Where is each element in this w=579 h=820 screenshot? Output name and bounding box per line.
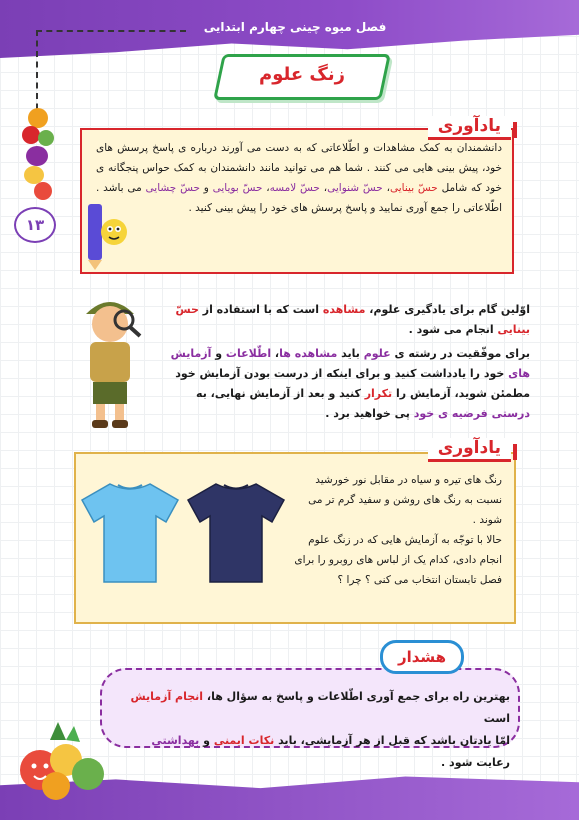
dark-shirt-icon xyxy=(186,480,286,585)
text-part: است که با استفاده از xyxy=(198,303,323,316)
conjunction: و xyxy=(199,734,214,747)
sense-touch: حسّ لامسه xyxy=(269,182,320,194)
reminder-1-text xyxy=(96,138,502,218)
highlight-experiments: آزمایش های xyxy=(170,347,530,380)
highlight-observations: مشاهده ها xyxy=(279,347,338,360)
text-part: رعایت شود . xyxy=(441,756,510,769)
dashed-guide-line xyxy=(36,30,186,32)
separator: ، xyxy=(271,347,280,360)
text-part: است xyxy=(483,712,510,725)
text-part: برای موفّقیت در رشته ی xyxy=(390,347,530,360)
highlight-observation: مشاهده xyxy=(322,303,366,316)
warning-label: هشدار xyxy=(380,640,464,674)
text-part: اوّلین گام برای یادگیری علوم، xyxy=(365,303,530,316)
reminder-label-2: یادآوری xyxy=(428,438,511,462)
reminder-label-1: یادآوری xyxy=(428,116,511,140)
reminder-2-question: حالا با توجّه به آزمایش هایی که در زنگ علوم انجام دادی، کدام یک از لباس های روبرو را برای فصل تابستان انتخاب می کنی ؟ چرا ؟ xyxy=(294,534,502,586)
warning-line-1 xyxy=(118,686,510,730)
text-part: پی خواهید برد . xyxy=(325,407,414,420)
observation-paragraphs xyxy=(160,300,530,428)
boy-with-magnifier-icon xyxy=(60,290,160,432)
text-part: خود را یادداشت کنید و برای اینکه از درست بودن آزمایش خود مطمئن شوید، آزمایش را xyxy=(175,367,530,400)
highlight-experiment: انجام آزمایش xyxy=(130,690,204,703)
highlight-safety: نکات ایمنی xyxy=(213,734,275,747)
page-number-badge: ۱۳ xyxy=(14,207,56,243)
lesson-title: زنگ علوم xyxy=(259,64,345,85)
separator: ، xyxy=(319,182,328,194)
sense-sight: حسّ بینایی xyxy=(389,182,438,194)
warning-text xyxy=(118,686,510,774)
reminder-2-line: رنگ های تیره و سیاه در مقابل نور خورشید نسبت به رنگ های روشن و سفید گرم تر می شوند . xyxy=(308,474,502,526)
highlight-hypothesis: درستی فرضیه ی خود xyxy=(413,407,530,420)
fruit-decoration-icon xyxy=(18,108,60,203)
dashed-guide-line-vertical xyxy=(36,30,38,120)
reminder-2-text xyxy=(292,470,502,590)
conjunction: و xyxy=(199,182,213,194)
paragraph-observation xyxy=(160,300,530,340)
paragraph-success xyxy=(160,344,530,424)
highlight-repeat: تکرار xyxy=(364,387,393,400)
pencil-mascot-icon xyxy=(84,198,130,270)
highlight-information: اطّلاعات xyxy=(225,347,272,360)
reminder-1-text-part: می باشد . اطّلاعاتی را جمع آوری نمایید و پاسخ پرسش های خود را پیش بینی کنید . xyxy=(96,182,502,214)
fruit-basket-icon xyxy=(10,700,120,808)
light-shirt-icon xyxy=(80,480,180,585)
text-part: کنید و بعد از آزمایش نهایی، به xyxy=(196,387,365,400)
sense-smell: حسّ بویایی xyxy=(212,182,263,194)
highlight-sight: حسّ بینایی xyxy=(175,303,530,336)
highlight-science: علوم xyxy=(363,347,391,360)
reminder-1-text-part: دانشمندان به کمک مشاهدات و اطّلاعاتی که به دست می آورند درباره ی پاسخ پرسش های خود، پیش بینی هایی می کنند . شما هم می توانید مانند دانشمندان به کمک حواس پنجگانه ی خود که شامل xyxy=(96,142,502,194)
separator: ، xyxy=(262,182,270,194)
text-part: باید xyxy=(337,347,364,360)
sense-hearing: حسّ شنوایی xyxy=(327,182,383,194)
text-part: انجام می شود . xyxy=(408,323,498,336)
sense-taste: حسّ چشایی xyxy=(145,182,200,194)
text-part: و xyxy=(211,347,226,360)
warning-line-2 xyxy=(118,730,510,774)
highlight-hygiene: بهداشتی xyxy=(151,734,200,747)
chapter-title: فصل میوه چینی چهارم ابتدایی xyxy=(203,20,387,34)
separator: ، xyxy=(382,182,390,194)
text-part: بهترین راه برای جمع آوری اطّلاعات و پاسخ به سؤال ها، xyxy=(203,690,510,703)
text-part: امّا یادتان باشد که قبل از هر آزمایشی، باید xyxy=(274,734,510,747)
